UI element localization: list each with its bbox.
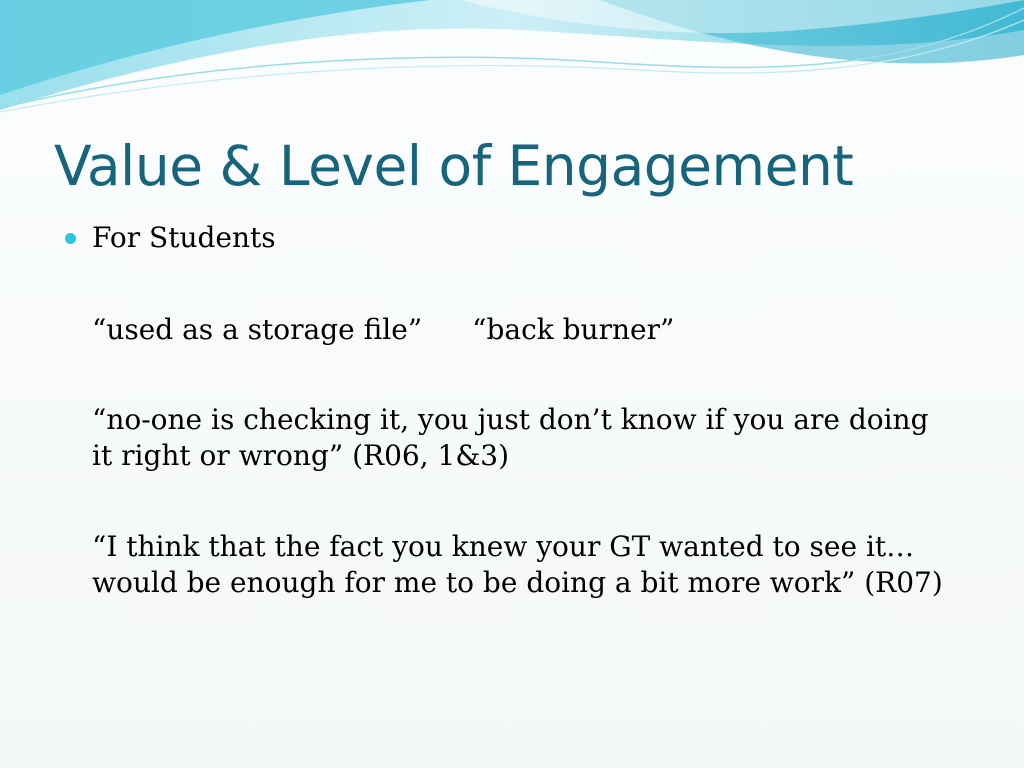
slide-title: Value & Level of Engagement (54, 134, 854, 198)
bullet-dot-icon (65, 233, 76, 244)
quote-back-burner: “back burner” (472, 313, 675, 346)
quote-2-line-b: it right or wrong” (R06, 1&3) (92, 439, 509, 472)
quote-2-line-a: “no-one is checking it, you just don’t know if you are doing (92, 403, 929, 436)
quote-line-1 (92, 312, 992, 348)
quote-block-2 (92, 402, 992, 474)
quote-block-3 (92, 529, 992, 601)
bullet-item (60, 220, 960, 260)
header-wave-decoration (0, 0, 1024, 120)
quote-3-line-b: would be enough for me to be doing a bit more work” (R07) (92, 566, 943, 599)
bullet-label: For Students (92, 221, 276, 254)
quote-storage-file: “used as a storage file” (92, 313, 423, 346)
quote-3-line-a: “I think that the fact you knew your GT wanted to see it… (92, 530, 915, 563)
